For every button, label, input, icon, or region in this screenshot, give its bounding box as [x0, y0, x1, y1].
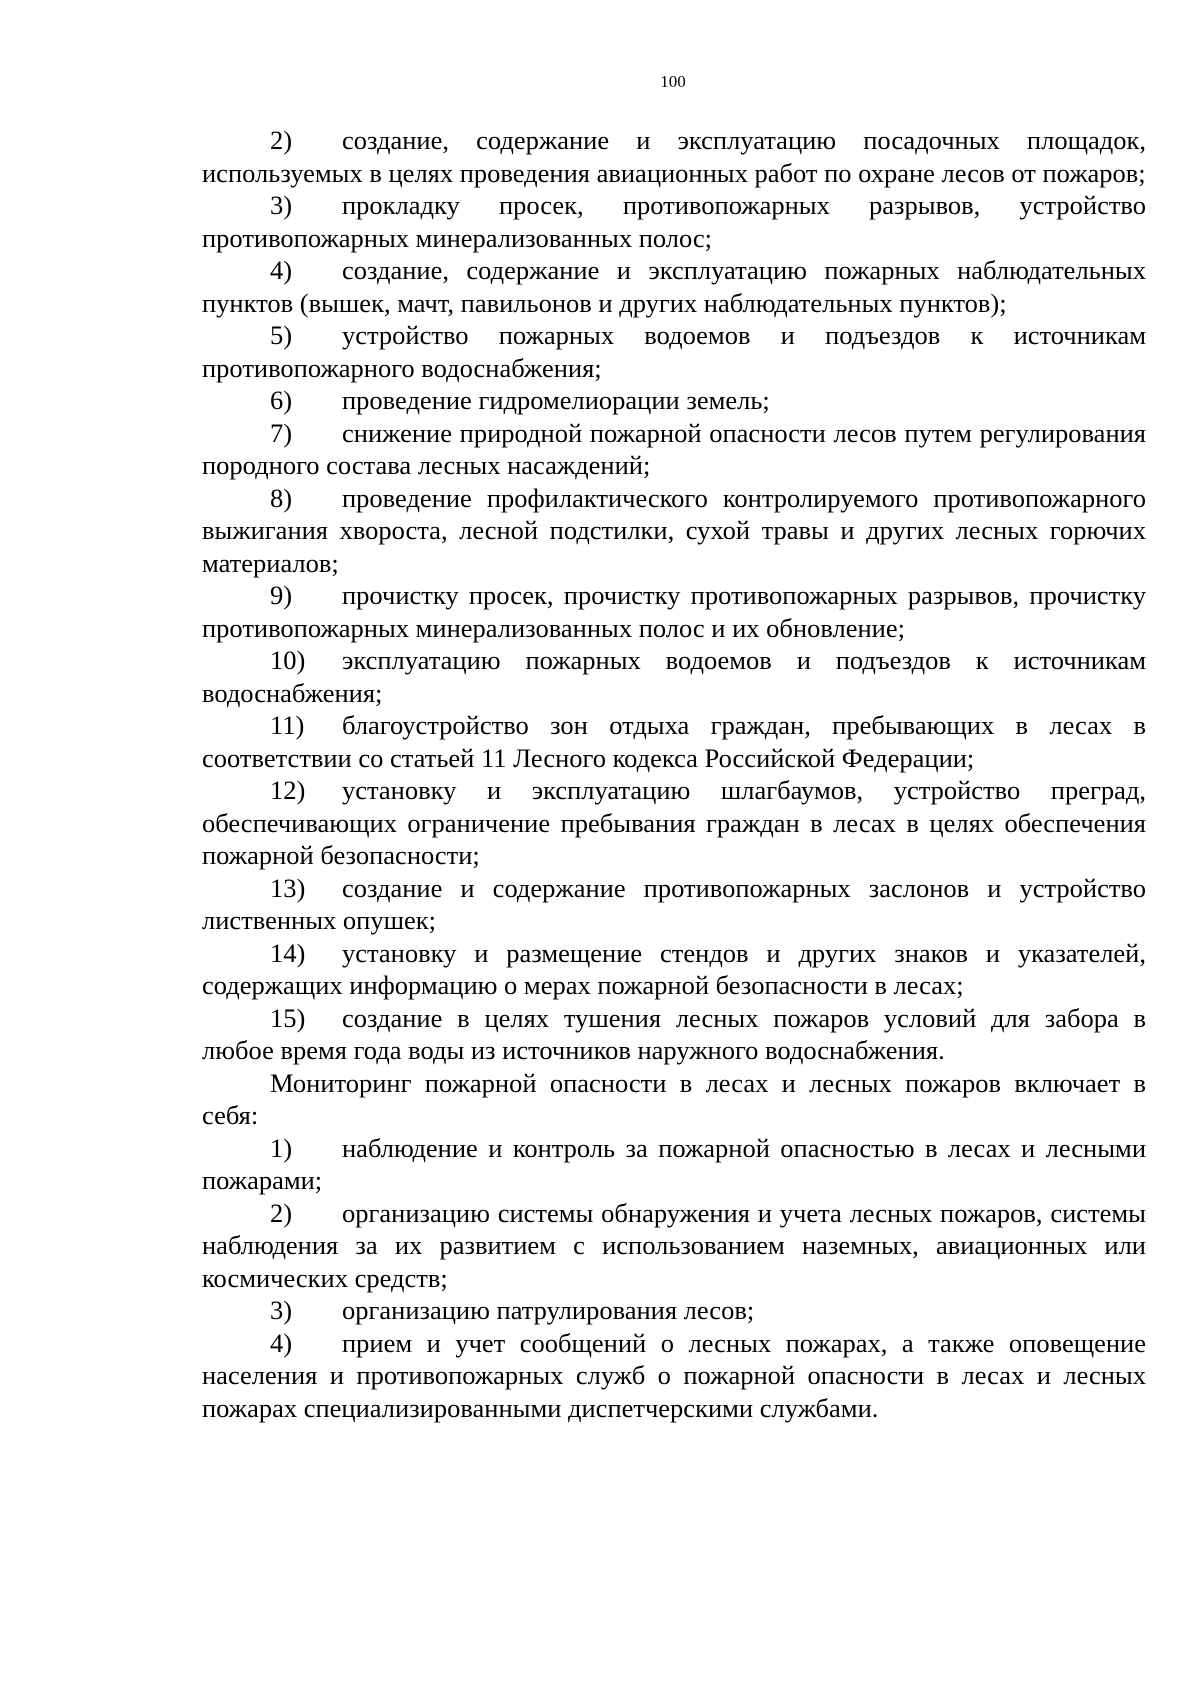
list-item-text: снижение природной пожарной опасности лесов путем регулирования породного состава лесных насаждений;	[202, 417, 1146, 480]
list-item-text: эксплуатацию пожарных водоемов и подъездов к источникам водоснабжения;	[202, 645, 1146, 708]
list-item-number: 6)	[270, 385, 293, 415]
list-item	[202, 417, 1146, 482]
list-item-text: прокладку просек, противопожарных разрывов, устройство противопожарных минерализованных полос;	[202, 190, 1146, 253]
list-item	[202, 1132, 1146, 1197]
list-item-number: 14)	[270, 937, 306, 968]
monitoring-intro-paragraph: Мониторинг пожарной опасности в лесах и лесных пожаров включает в себя:	[202, 1067, 1146, 1130]
list-item-number: 1)	[270, 1132, 293, 1163]
list-item-text: организацию системы обнаружения и учета лесных пожаров, системы наблюдения за их развитием с использованием наземных, авиационных или космических средств;	[202, 1197, 1146, 1293]
list-item-number: 2)	[270, 125, 293, 155]
list-item	[202, 319, 1146, 384]
list-item-text: прием и учет сообщений о лесных пожарах, а также оповещение населения и противопожарных служб о пожарной опасности в лесах и лесных пожарах специализированными диспетчерскими службами.	[202, 1327, 1146, 1423]
page-number: 100	[660, 72, 686, 91]
list-item-number: 5)	[270, 320, 293, 350]
list-item	[202, 254, 1146, 319]
list-item-text: создание, содержание и эксплуатацию пожарных наблюдательных пунктов (вышек, мачт, павильонов и других наблюдательных пунктов);	[202, 255, 1146, 318]
list-item-number: 2)	[270, 1197, 293, 1228]
list-item	[202, 1294, 1146, 1327]
list-item-number: 11)	[270, 710, 305, 740]
list-item-text: прочистку просек, прочистку противопожарных разрывов, прочистку противопожарных минерализованных полос и их обновление;	[202, 580, 1146, 643]
document-body	[202, 124, 1146, 1424]
list-item-text: проведение профилактического контролируемого противопожарного выжигания хвороста, лесной подстилки, сухой травы и других лесных горючих материалов;	[202, 482, 1146, 578]
list-item-number: 4)	[270, 1327, 293, 1358]
list-item-text: устройство пожарных водоемов и подъездов к источникам противопожарного водоснабжения;	[202, 320, 1146, 383]
list-item-text: организацию патрулирования лесов;	[342, 1295, 755, 1325]
list-item	[202, 644, 1146, 709]
list-item-number: 12)	[270, 775, 306, 805]
list-item-text: создание в целях тушения лесных пожаров условий для забора в любое время года воды из источников наружного водоснабжения.	[202, 1002, 1146, 1065]
list-item-number: 15)	[270, 1002, 306, 1033]
list-item	[202, 189, 1146, 254]
list-item-text: проведение гидромелиорации земель;	[342, 385, 770, 415]
list-item-number: 8)	[270, 482, 293, 513]
list-item	[202, 774, 1146, 872]
list-item	[202, 1327, 1146, 1425]
list-item-number: 7)	[270, 417, 293, 448]
list-item-number: 3)	[270, 1295, 293, 1325]
list-item	[202, 1002, 1146, 1067]
list-item	[202, 384, 1146, 417]
list-item	[202, 1197, 1146, 1295]
list-item-text: наблюдение и контроль за пожарной опасностью в лесах и лесными пожарами;	[202, 1132, 1146, 1195]
list-item-number: 4)	[270, 255, 293, 285]
list-item	[202, 579, 1146, 644]
list-item	[202, 709, 1146, 774]
list-item-text: установку и размещение стендов и других знаков и указателей, содержащих информацию о мерах пожарной безопасности в лесах;	[202, 937, 1146, 1000]
list-item-text: установку и эксплуатацию шлагбаумов, устройство преград, обеспечивающих ограничение пребывания граждан в лесах в целях обеспечения пожарной безопасности;	[202, 775, 1146, 870]
list-item-number: 9)	[270, 580, 293, 610]
list-item-text: создание и содержание противопожарных заслонов и устройство лиственных опушек;	[202, 872, 1146, 935]
list-item	[202, 124, 1146, 189]
list-item-number: 10)	[270, 645, 306, 675]
list-item-number: 13)	[270, 872, 306, 903]
list-item	[202, 937, 1146, 1002]
list-item-text: создание, содержание и эксплуатацию посадочных площадок, используемых в целях проведения авиационных работ по охране лесов от пожаров;	[202, 125, 1146, 188]
list-item-text: благоустройство зон отдыха граждан, пребывающих в лесах в соответствии со статьей 11 Лесного кодекса Российской Федерации;	[202, 710, 1146, 773]
list-item-number: 3)	[270, 190, 293, 220]
list-item	[202, 482, 1146, 580]
list-item	[202, 872, 1146, 937]
